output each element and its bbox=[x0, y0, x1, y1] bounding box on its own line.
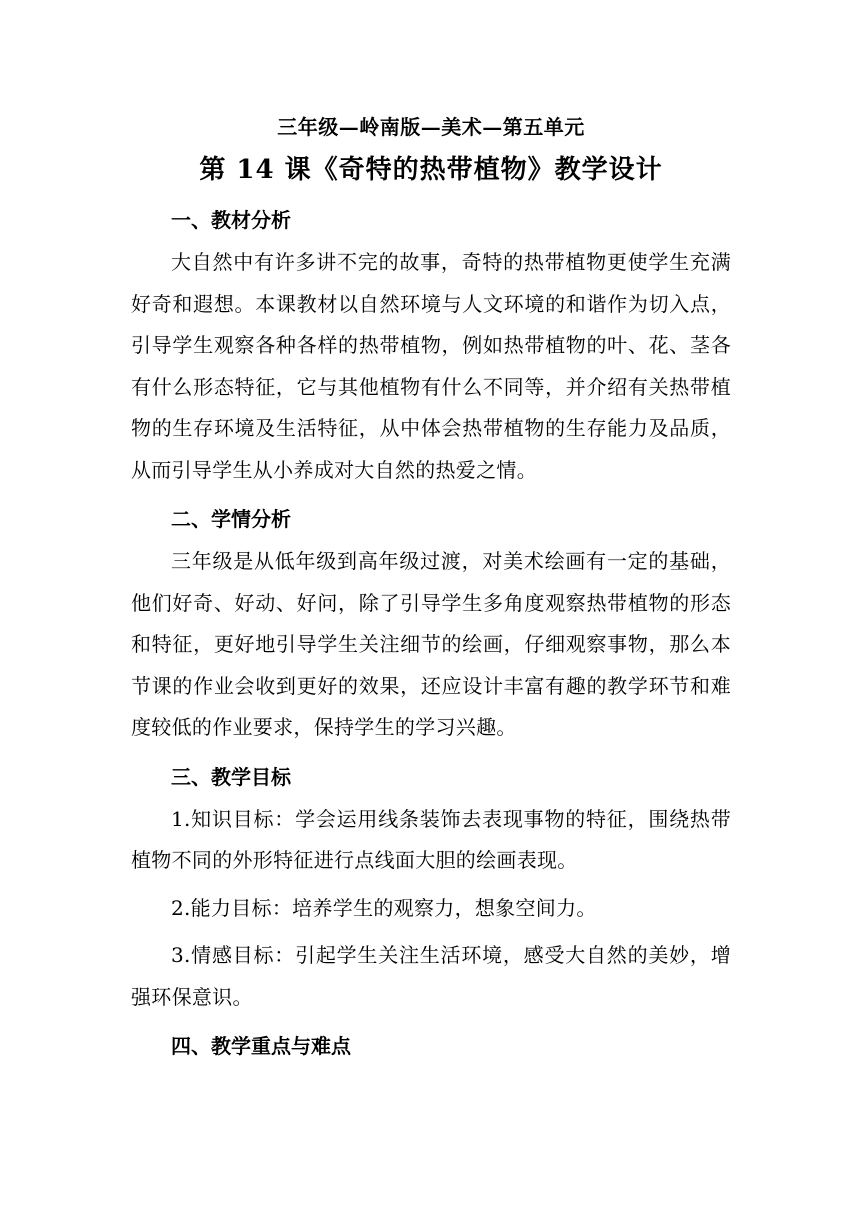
section-heading: 二、学情分析 bbox=[171, 507, 291, 531]
goal-knowledge: 1.知识目标：学会运用线条装饰去表现事物的特征，围绕热带植物不同的外形特征进行点线面大胆的绘画表现。 bbox=[131, 806, 731, 872]
section-paragraph: 三年级是从低年级到高年级过渡，对美术绘画有一定的基础，他们好奇、好动、好问，除了引导学生多角度观察热带植物的形态和特征，更好地引导学生关注细节的绘画，仔细观察事物，那么本节课的作业会收到更好的效果，还应设计丰富有趣的教学环节和难度较低的作业要求，保持学生的学习兴趣。 bbox=[131, 549, 731, 739]
section-key-points bbox=[131, 1024, 731, 1068]
section-textbook-analysis bbox=[131, 198, 731, 491]
goal-ability: 2.能力目标：培养学生的观察力，想象空间力。 bbox=[171, 895, 597, 920]
section-teaching-goals bbox=[131, 755, 731, 1019]
document-subtitle: 三年级—岭南版—美术—第五单元 bbox=[277, 115, 585, 139]
document-title: 第 14 课《奇特的热带植物》教学设计 bbox=[199, 155, 663, 185]
goal-emotion: 3.情感目标：引起学生关注生活环境，感受大自然的美妙，增强环保意识。 bbox=[131, 943, 731, 1009]
section-heading: 四、教学重点与难点 bbox=[171, 1034, 351, 1058]
document-body bbox=[131, 108, 731, 1068]
section-heading: 三、教学目标 bbox=[171, 764, 291, 789]
section-paragraph: 大自然中有许多讲不完的故事，奇特的热带植物更使学生充满好奇和遐想。本课教材以自然环境与人文环境的和谐作为切入点，引导学生观察各种各样的热带植物，例如热带植物的叶、花、茎各有什么形态特征，它与其他植物有什么不同等，并介绍有关热带植物的生存环境及生活特征，从中体会热带植物的生存能力及品质，从而引导学生从小养成对大自然的热爱之情。 bbox=[131, 250, 731, 482]
section-heading: 一、教材分析 bbox=[171, 208, 291, 232]
section-student-analysis bbox=[131, 497, 731, 749]
